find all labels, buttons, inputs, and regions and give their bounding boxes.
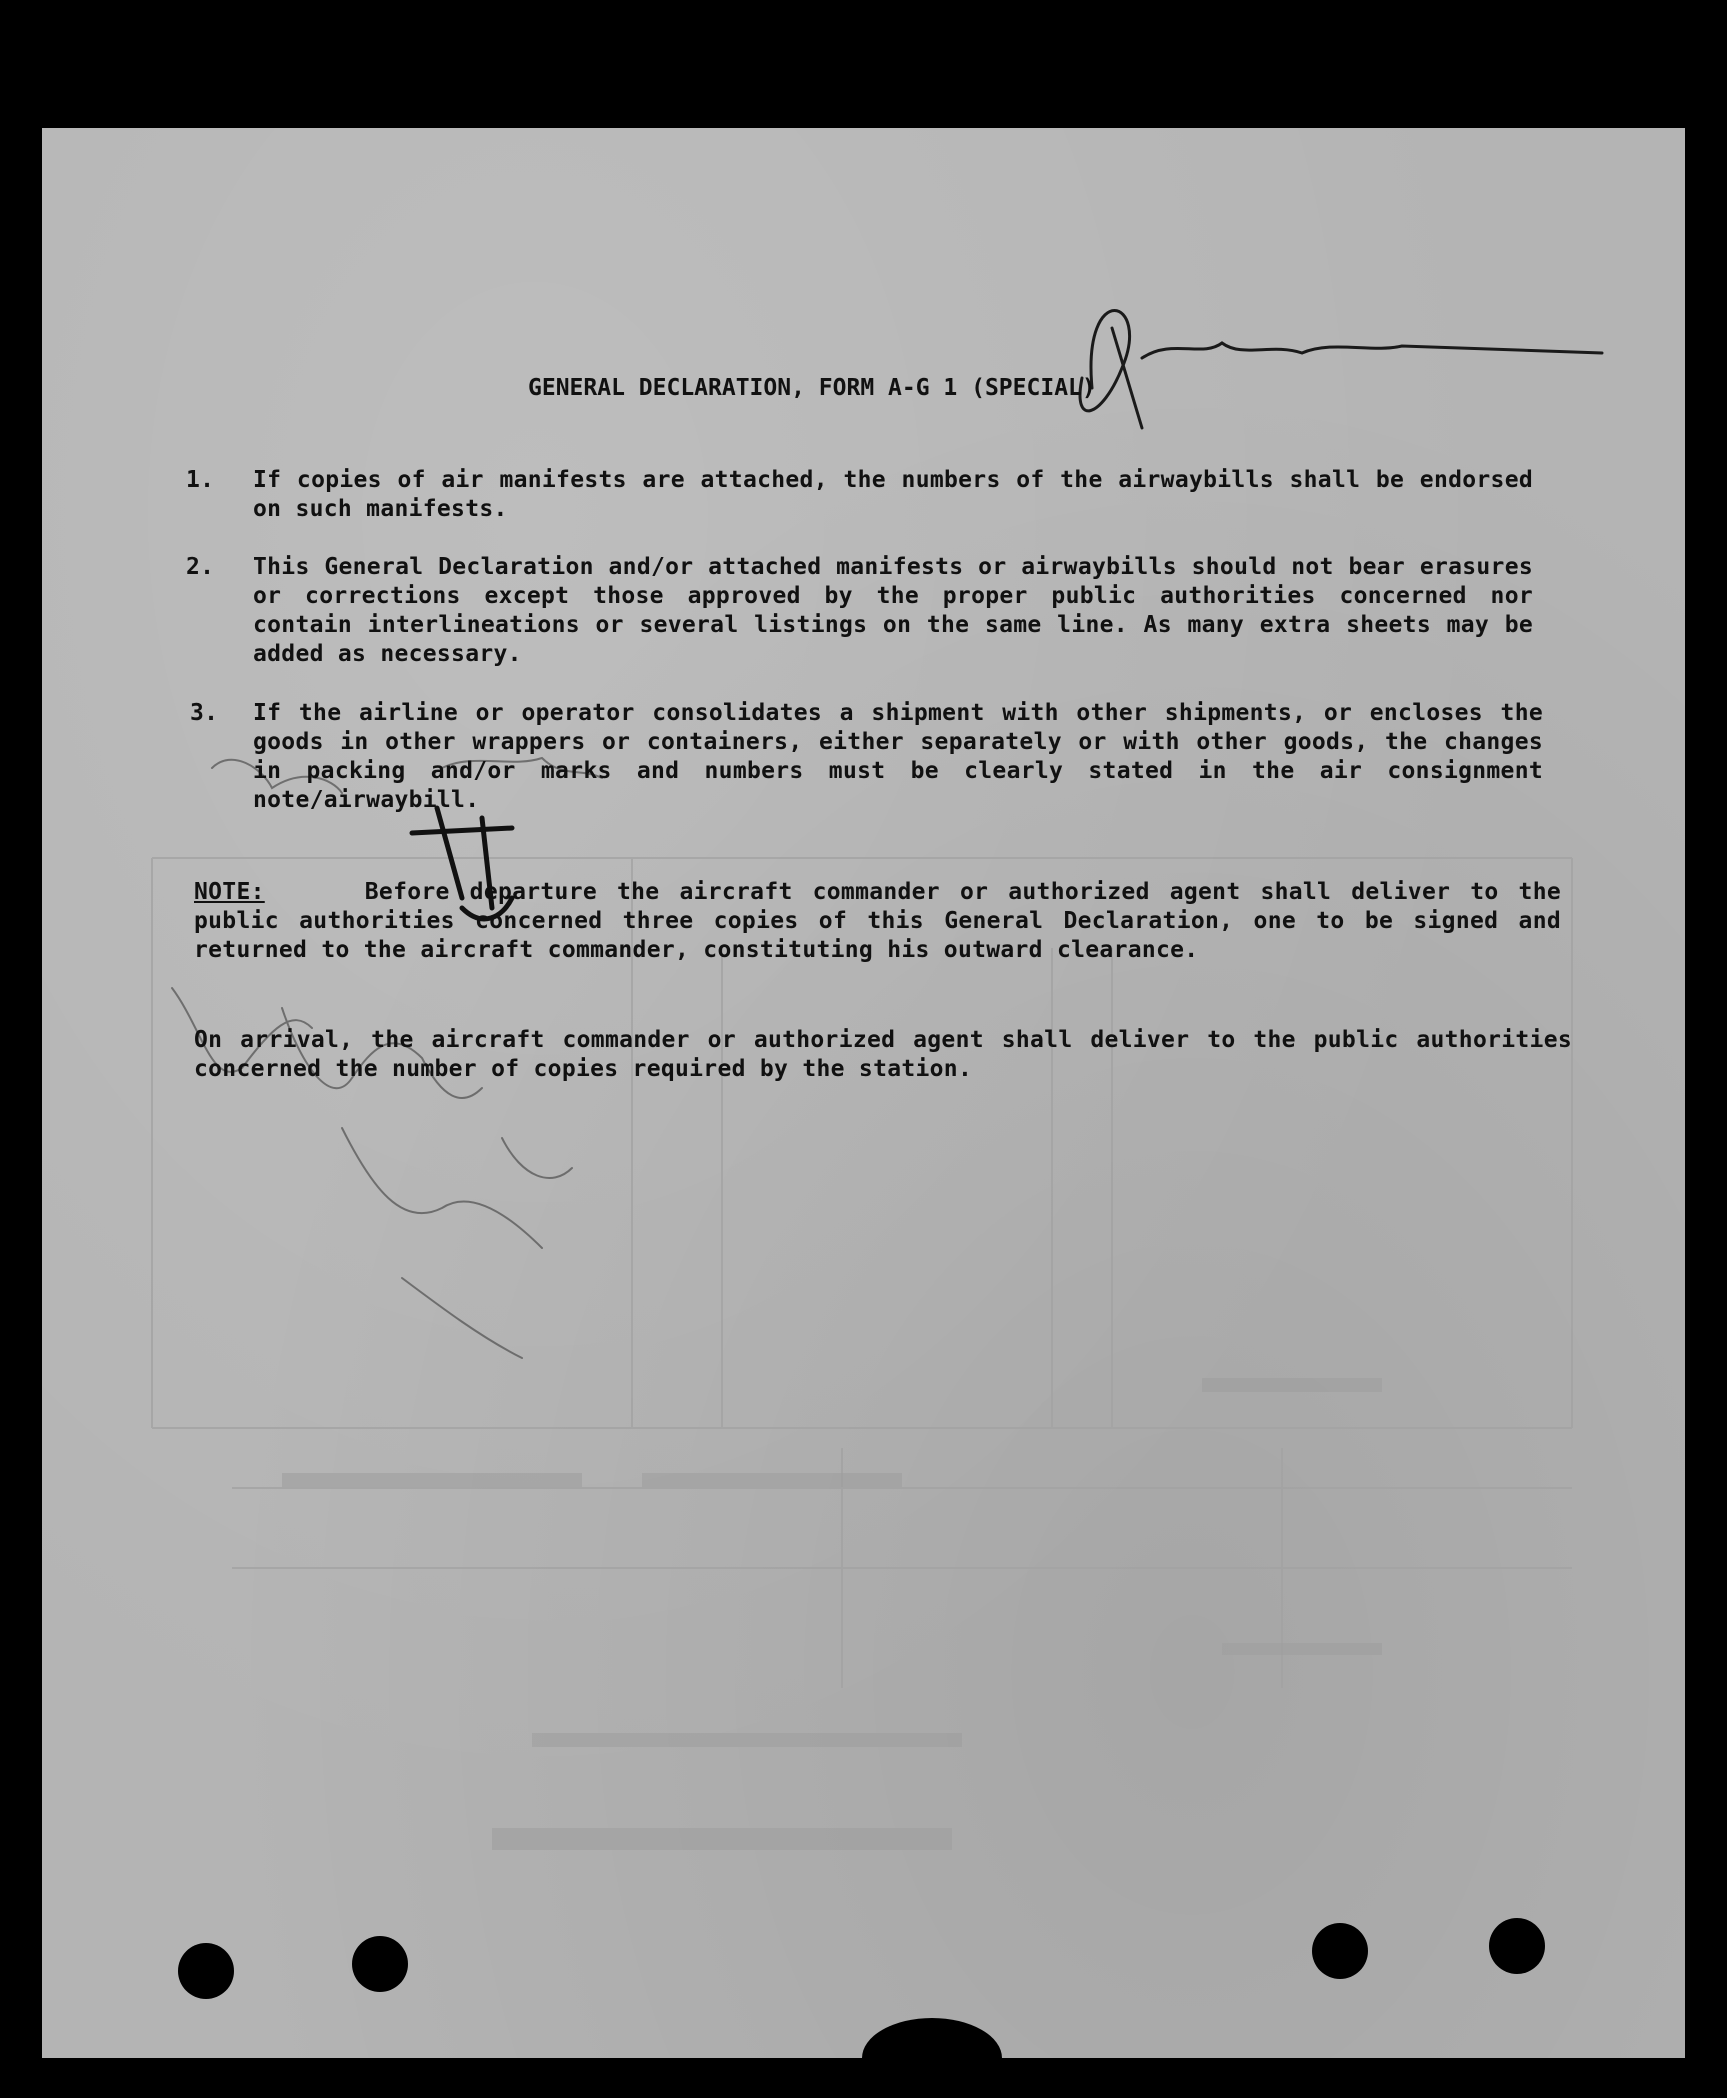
torn-edge bbox=[862, 2018, 1002, 2058]
item-number: 3. bbox=[190, 700, 219, 726]
note-paragraph bbox=[194, 878, 1561, 965]
list-item bbox=[186, 553, 1556, 673]
punch-hole bbox=[1489, 1918, 1545, 1974]
note-text: Before departure the aircraft commander or authorized agent shall deliver to the public authorities concerned three copies of this General Declaration, one to be signed and returned to the aircraft commander, constituting his outward clearance. bbox=[194, 879, 1561, 963]
item-text: If copies of air manifests are attached, the numbers of the airwaybills shall be endorsed on such manifests. bbox=[253, 467, 1533, 522]
item-number: 1. bbox=[186, 467, 215, 493]
item-text: This General Declaration and/or attached manifests or airwaybills should not bear erasures or corrections except those approved by the proper public authorities concerned nor contain interlineations or several listings on the same line. As many extra sheets may be added as necessary. bbox=[253, 554, 1533, 667]
punch-hole bbox=[1312, 1923, 1368, 1979]
document-page bbox=[42, 128, 1685, 2058]
list-item bbox=[186, 466, 1556, 526]
note-label: NOTE: bbox=[194, 879, 265, 905]
item-text: If the airline or operator consolidates a shipment with other shipments, or encloses the goods in other wrappers or containers, either separately or with other goods, the changes in packing and/or marks and numbers must be clearly stated in the air consignment note/airwaybill. bbox=[253, 700, 1543, 813]
list-item bbox=[186, 699, 1556, 819]
arrival-paragraph: On arrival, the aircraft commander or authorized agent shall deliver to the public authorities concerned the number of copies required by the station. bbox=[194, 1027, 1572, 1082]
punch-hole bbox=[352, 1936, 408, 1992]
item-number: 2. bbox=[186, 554, 215, 580]
bleed-through-lines bbox=[42, 128, 1685, 2058]
document-title: GENERAL DECLARATION, FORM A-G 1 (SPECIAL) bbox=[528, 375, 1096, 401]
handwritten-annotations bbox=[42, 128, 1685, 2058]
punch-hole bbox=[178, 1943, 234, 1999]
